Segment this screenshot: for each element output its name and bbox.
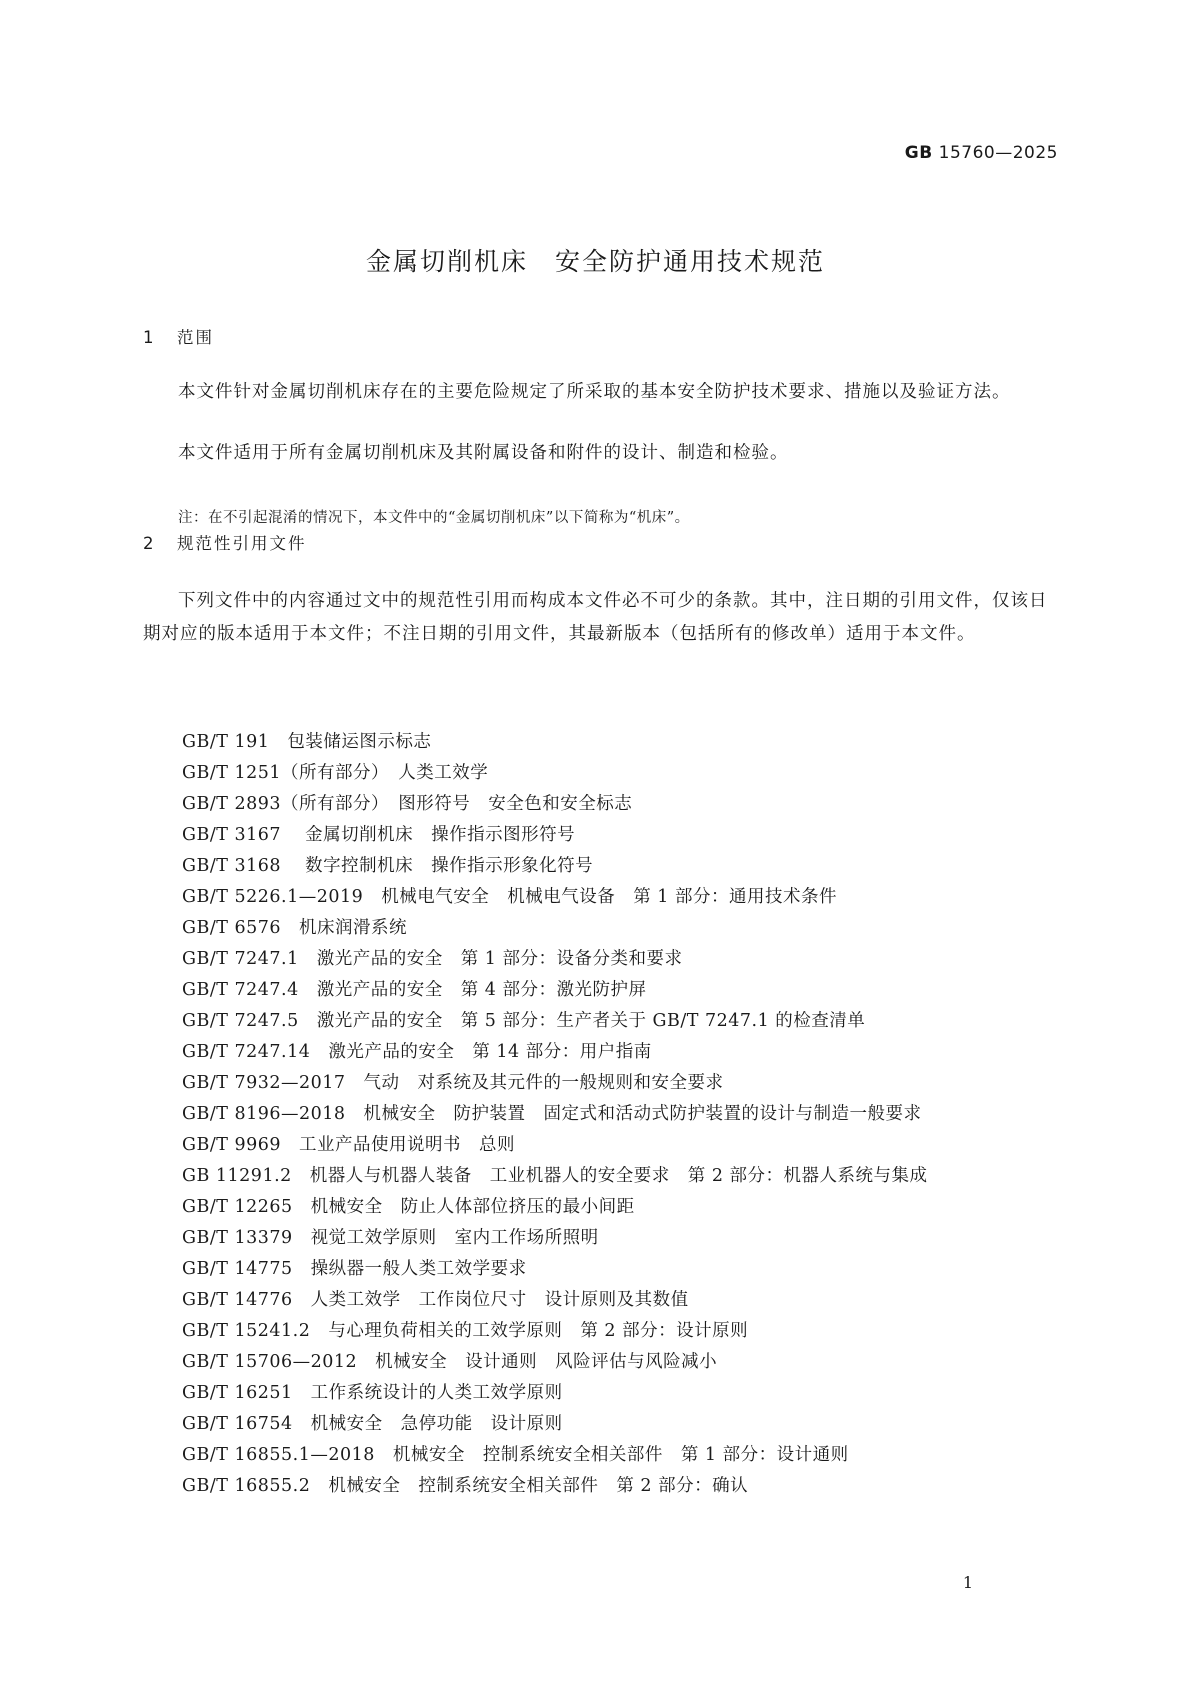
reference-item: GB/T 6576 机床润滑系统 — [182, 918, 408, 938]
section-heading-references — [143, 530, 307, 554]
page-title: 金属切削机床 安全防护通用技术规范 — [365, 247, 825, 276]
reference-item: GB/T 15241.2 与心理负荷相关的工效学原则 第 2 部分：设计原则 — [182, 1321, 749, 1341]
section-title: 规范性引用文件 — [177, 534, 307, 553]
reference-item: GB/T 7247.5 激光产品的安全 第 5 部分：生产者关于 GB/T 7247.1 的检查清单 — [182, 1011, 866, 1031]
reference-item: GB/T 7247.1 激光产品的安全 第 1 部分：设备分类和要求 — [182, 949, 683, 969]
reference-item: GB/T 8196—2018 机械安全 防护装置 固定式和活动式防护装置的设计与制造一般要求 — [182, 1104, 922, 1124]
reference-item: GB/T 7247.4 激光产品的安全 第 4 部分：激光防护屏 — [182, 980, 647, 1000]
scope-paragraph-1: 本文件针对金属切削机床存在的主要危险规定了所采取的基本安全防护技术要求、措施以及验证方法。 — [178, 382, 1011, 402]
section-number: 1 — [143, 328, 156, 347]
reference-item: GB/T 3168 数字控制机床 操作指示形象化符号 — [182, 856, 594, 876]
reference-item: GB/T 3167 金属切削机床 操作指示图形符号 — [182, 825, 576, 845]
scope-note — [178, 506, 690, 527]
section-title: 范围 — [177, 328, 214, 347]
reference-item: GB/T 2893（所有部分） 图形符号 安全色和安全标志 — [182, 794, 633, 814]
reference-item: GB/T 16754 机械安全 急停功能 设计原则 — [182, 1414, 563, 1434]
reference-item: GB/T 14776 人类工效学 工作岗位尺寸 设计原则及其数值 — [182, 1290, 689, 1310]
reference-item: GB/T 9969 工业产品使用说明书 总则 — [182, 1135, 516, 1155]
reference-item: GB/T 5226.1—2019 机械电气安全 机械电气设备 第 1 部分：通用技术条件 — [182, 887, 837, 907]
scope-paragraph-2: 本文件适用于所有金属切削机床及其附属设备和附件的设计、制造和检验。 — [178, 443, 789, 463]
reference-item: GB/T 16251 工作系统设计的人类工效学原则 — [182, 1383, 563, 1403]
note-label: 注： — [178, 510, 208, 526]
note-text: 在不引起混淆的情况下，本文件中的“金属切削机床”以下简称为“机床”。 — [208, 510, 690, 526]
reference-item: GB/T 7932—2017 气动 对系统及其元件的一般规则和安全要求 — [182, 1073, 724, 1093]
reference-item: GB/T 191 包装储运图示标志 — [182, 732, 432, 752]
section-number: 2 — [143, 534, 156, 553]
standard-prefix: GB — [904, 143, 933, 163]
reference-item: GB/T 14775 操纵器一般人类工效学要求 — [182, 1259, 527, 1279]
reference-list — [182, 727, 928, 1502]
standard-code — [905, 143, 1058, 163]
reference-item: GB/T 12265 机械安全 防止人体部位挤压的最小间距 — [182, 1197, 635, 1217]
reference-item: GB/T 7247.14 激光产品的安全 第 14 部分：用户指南 — [182, 1042, 652, 1062]
reference-item: GB/T 15706—2012 机械安全 设计通则 风险评估与风险减小 — [182, 1352, 718, 1372]
references-intro: 下列文件中的内容通过文中的规范性引用而构成本文件必不可少的条款。其中，注日期的引用文件，仅该日期对应的版本适用于本文件；不注日期的引用文件，其最新版本（包括所有的修改单）适用于本文件。 — [143, 591, 1048, 644]
reference-item: GB/T 16855.1—2018 机械安全 控制系统安全相关部件 第 1 部分：设计通则 — [182, 1445, 849, 1465]
reference-item: GB/T 1251（所有部分） 人类工效学 — [182, 763, 489, 783]
reference-item: GB/T 16855.2 机械安全 控制系统安全相关部件 第 2 部分：确认 — [182, 1476, 749, 1496]
reference-item: GB 11291.2 机器人与机器人装备 工业机器人的安全要求 第 2 部分：机器人系统与集成 — [182, 1166, 928, 1186]
page-number: 1 — [962, 1573, 973, 1592]
reference-item: GB/T 13379 视觉工效学原则 室内工作场所照明 — [182, 1228, 599, 1248]
standard-number: 15760—2025 — [938, 143, 1058, 163]
section-heading-scope — [143, 324, 214, 348]
